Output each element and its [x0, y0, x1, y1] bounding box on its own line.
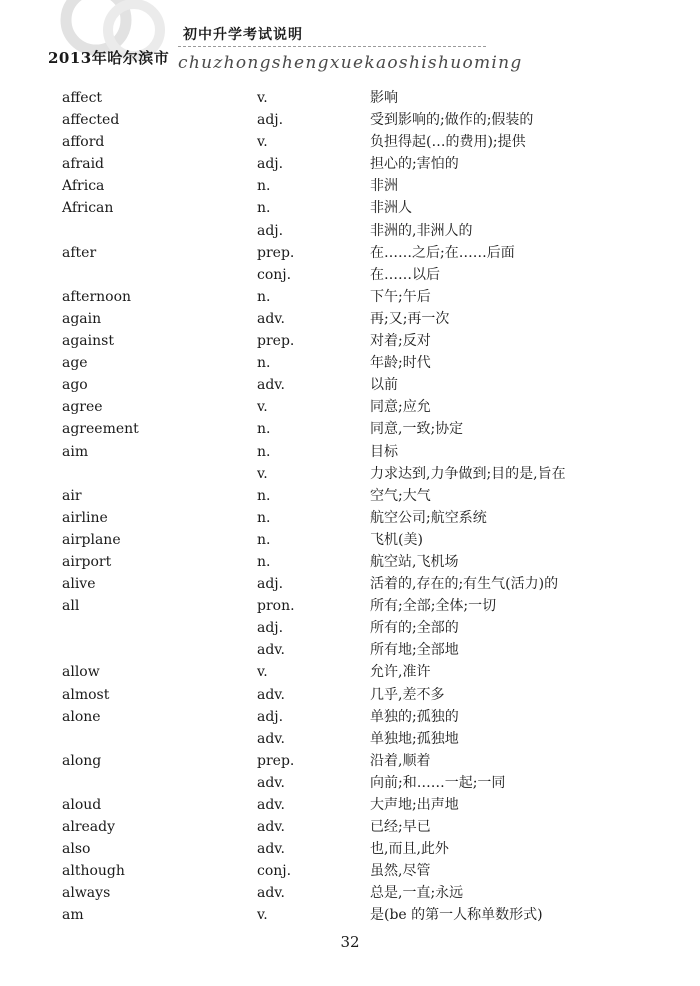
vocab-word: agreement	[62, 421, 139, 438]
vocab-word: although	[62, 863, 125, 880]
vocab-entry	[62, 175, 662, 197]
vocab-part-of-speech: n.	[257, 509, 271, 526]
vocab-meaning: 几乎,差不多	[370, 686, 445, 703]
vocab-word: affect	[62, 90, 103, 106]
vocab-word: airplane	[62, 531, 121, 548]
vocab-entry	[62, 131, 662, 153]
vocab-word: all	[62, 598, 80, 615]
vocab-part-of-speech: v.	[257, 90, 268, 106]
vocab-meaning: 对着;反对	[370, 333, 431, 350]
vocab-part-of-speech: adv.	[257, 797, 286, 813]
vocab-entry	[62, 750, 662, 772]
vocab-entry	[62, 551, 662, 573]
vocab-meaning: 所有地;全部地	[370, 642, 459, 659]
vocab-part-of-speech: adv.	[257, 377, 286, 394]
vocab-meaning: 允许,准许	[370, 664, 431, 681]
vocab-word: aim	[62, 443, 89, 460]
vocab-part-of-speech: n.	[257, 487, 271, 504]
vocab-entry	[62, 330, 662, 352]
vocab-word: agree	[62, 399, 103, 416]
vocab-entry	[62, 816, 662, 838]
vocab-entry	[62, 794, 662, 816]
vocab-meaning: 非洲	[370, 178, 398, 195]
vocab-part-of-speech: adv.	[257, 885, 286, 902]
vocab-entry	[62, 595, 662, 617]
vocab-meaning: 非洲的,非洲人的	[370, 222, 473, 239]
vocab-entry	[62, 728, 662, 750]
vocab-part-of-speech: adv.	[257, 642, 286, 659]
vocab-entry	[62, 109, 662, 131]
vocab-word: along	[62, 752, 102, 769]
vocab-part-of-speech: v.	[257, 399, 268, 416]
vocab-part-of-speech: adv.	[257, 774, 286, 791]
vocab-word: already	[62, 819, 116, 836]
vocab-meaning: 下午;午后	[370, 288, 431, 305]
vocab-part-of-speech: n.	[257, 553, 271, 570]
vocab-part-of-speech: prep.	[257, 244, 295, 261]
vocab-word: allow	[62, 664, 100, 681]
vocab-word: aloud	[62, 797, 102, 813]
vocab-meaning: 目标	[370, 443, 398, 460]
header-pinyin: chuzhongshengxuekaoshishuoming	[178, 53, 523, 73]
vocab-word: airport	[62, 553, 112, 570]
vocab-entry	[62, 882, 662, 904]
vocab-part-of-speech: adj.	[257, 112, 284, 129]
vocab-word: again	[62, 310, 102, 327]
vocab-entry	[62, 904, 662, 926]
vocab-word: alive	[62, 576, 96, 593]
vocab-word: age	[62, 355, 88, 372]
vocab-entry	[62, 463, 662, 485]
vocab-part-of-speech: adj.	[257, 156, 284, 173]
vocab-entry	[62, 308, 662, 330]
vocab-meaning: 担心的;害怕的	[370, 156, 459, 173]
vocab-part-of-speech: v.	[257, 907, 268, 924]
vocab-entry	[62, 485, 662, 507]
vocab-meaning: 航空站,飞机场	[370, 553, 459, 570]
vocab-part-of-speech: n.	[257, 200, 271, 217]
vocab-word: ago	[62, 377, 88, 394]
vocab-meaning: 力求达到,力争做到;目的是,旨在	[370, 465, 566, 482]
vocab-part-of-speech: n.	[257, 421, 271, 438]
vocab-entry	[62, 772, 662, 794]
vocab-meaning: 已经;早已	[370, 819, 431, 836]
vocab-meaning: 同意,一致;协定	[370, 421, 464, 438]
vocab-word: Africa	[62, 178, 105, 195]
vocab-word: alone	[62, 708, 101, 725]
vocab-part-of-speech: adv.	[257, 841, 286, 858]
vocab-meaning: 再;又;再一次	[370, 310, 450, 327]
vocab-meaning: 单独地;孤独地	[370, 730, 459, 747]
vocab-part-of-speech: adj.	[257, 222, 284, 239]
vocab-part-of-speech: n.	[257, 355, 271, 372]
vocab-part-of-speech: n.	[257, 178, 271, 195]
vocab-word: afraid	[62, 156, 105, 173]
vocab-part-of-speech: adj.	[257, 708, 284, 725]
vocab-entry	[62, 87, 662, 109]
vocab-entry	[62, 860, 662, 882]
vocab-part-of-speech: adv.	[257, 310, 286, 327]
vocab-part-of-speech: prep.	[257, 333, 295, 350]
vocab-part-of-speech: prep.	[257, 752, 295, 769]
vocab-entry	[62, 374, 662, 396]
vocab-meaning: 大声地;出声地	[370, 797, 459, 813]
vocab-part-of-speech: n.	[257, 531, 271, 548]
vocab-part-of-speech: n.	[257, 288, 271, 305]
vocab-part-of-speech: pron.	[257, 598, 295, 615]
vocab-meaning: 是(be 的第一人称单数形式)	[370, 907, 543, 924]
vocab-entry	[62, 661, 662, 683]
vocab-part-of-speech: adj.	[257, 576, 284, 593]
vocab-part-of-speech: adj.	[257, 620, 284, 637]
vocab-part-of-speech: n.	[257, 443, 271, 460]
vocab-word: air	[62, 487, 82, 504]
vocab-word: affected	[62, 112, 120, 129]
vocab-word: against	[62, 333, 114, 350]
vocab-part-of-speech: v.	[257, 465, 268, 482]
vocab-meaning: 负担得起(…的费用);提供	[370, 134, 526, 151]
page-number: 32	[340, 933, 360, 951]
vocab-entry	[62, 684, 662, 706]
vocab-meaning: 总是,一直;永远	[370, 885, 464, 902]
vocab-part-of-speech: adv.	[257, 819, 286, 836]
vocab-entry	[62, 838, 662, 860]
vocab-part-of-speech: conj.	[257, 863, 292, 880]
vocab-entry	[62, 220, 662, 242]
vocab-entry	[62, 507, 662, 529]
vocab-word: almost	[62, 686, 110, 703]
vocab-entry	[62, 264, 662, 286]
vocab-entry	[62, 286, 662, 308]
vocab-entry	[62, 396, 662, 418]
vocab-part-of-speech: adv.	[257, 730, 286, 747]
vocab-meaning: 向前;和……一起;一同	[370, 774, 506, 791]
vocab-meaning: 单独的;孤独的	[370, 708, 459, 725]
vocab-entry	[62, 441, 662, 463]
vocab-meaning: 沿着,顺着	[370, 752, 431, 769]
vocab-entry	[62, 617, 662, 639]
vocab-meaning: 也,而且,此外	[370, 841, 449, 858]
vocab-entry	[62, 529, 662, 551]
vocab-entry	[62, 639, 662, 661]
vocab-meaning: 飞机(美)	[370, 531, 423, 548]
header-divider	[178, 46, 486, 47]
vocab-meaning: 以前	[370, 377, 398, 394]
vocab-word: African	[62, 200, 114, 217]
vocab-meaning: 非洲人	[370, 200, 412, 217]
vocab-entry	[62, 352, 662, 374]
vocab-meaning: 空气;大气	[370, 487, 431, 504]
vocab-meaning: 受到影响的;做作的;假装的	[370, 112, 534, 129]
vocab-entry	[62, 706, 662, 728]
vocab-word: also	[62, 841, 91, 858]
vocab-meaning: 所有的;全部的	[370, 620, 459, 637]
vocab-meaning: 虽然,尽管	[370, 863, 431, 880]
vocab-meaning: 同意;应允	[370, 399, 431, 416]
vocab-word: afford	[62, 134, 105, 151]
vocab-part-of-speech: v.	[257, 134, 268, 151]
vocab-meaning: 所有;全部;全体;一切	[370, 598, 497, 615]
vocab-part-of-speech: conj.	[257, 266, 292, 283]
vocab-meaning: 活着的,存在的;有生气(活力)的	[370, 576, 559, 593]
vocab-entry	[62, 153, 662, 175]
vocab-entry	[62, 197, 662, 219]
vocab-word: always	[62, 885, 111, 902]
vocab-entry	[62, 242, 662, 264]
vocab-entry	[62, 418, 662, 440]
vocab-meaning: 在……以后	[370, 266, 440, 283]
vocab-word: after	[62, 244, 97, 261]
vocab-part-of-speech: v.	[257, 664, 268, 681]
vocab-part-of-speech: adv.	[257, 686, 286, 703]
vocab-word: afternoon	[62, 288, 132, 305]
vocab-word: airline	[62, 509, 108, 526]
vocab-meaning: 航空公司;航空系统	[370, 509, 487, 526]
header-title: 初中升学考试说明	[183, 27, 303, 43]
vocab-meaning: 影响	[370, 90, 398, 106]
vocabulary-list	[62, 87, 662, 927]
header-year-city: 2013年哈尔滨市	[48, 49, 170, 67]
vocab-meaning: 年龄;时代	[370, 355, 431, 372]
vocab-meaning: 在……之后;在……后面	[370, 244, 515, 261]
vocab-word: am	[62, 907, 84, 924]
vocab-entry	[62, 573, 662, 595]
